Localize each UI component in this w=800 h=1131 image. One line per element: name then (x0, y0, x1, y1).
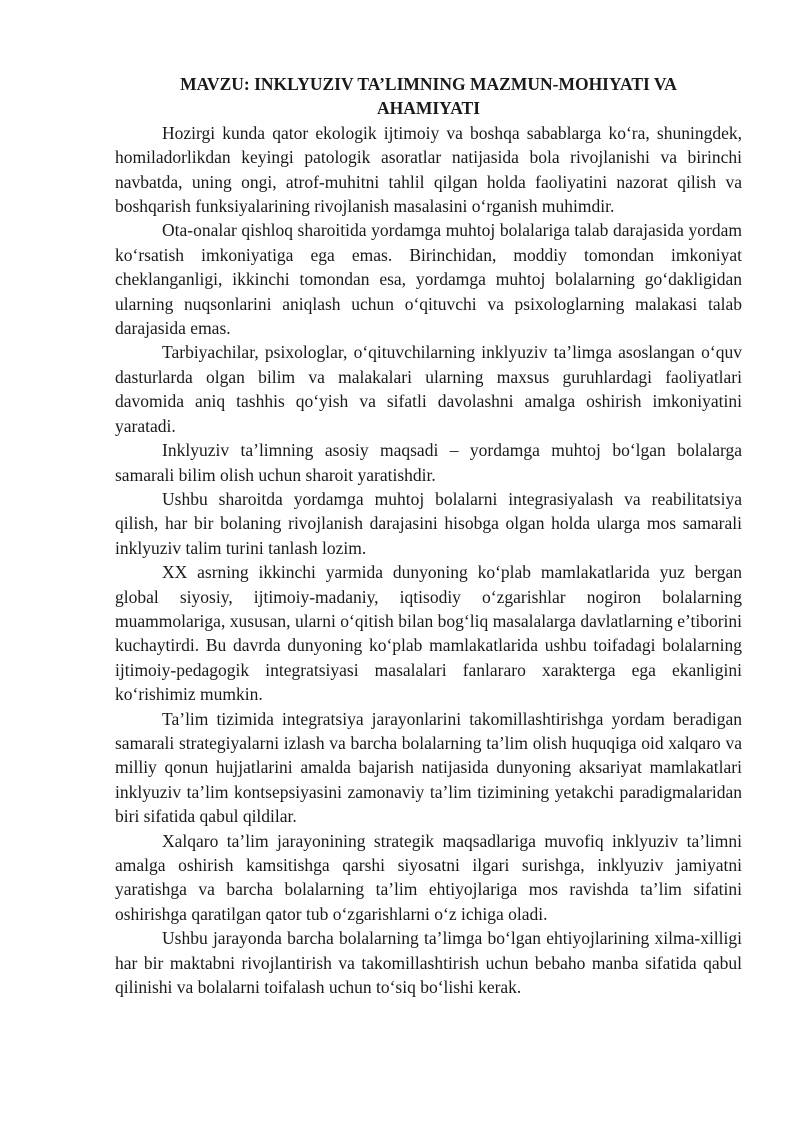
paragraph-5: Ushbu sharoitda yordamga muhtoj bolalarni integrasiyalash va reabilitatsiya qilish, har bir bolaning rivojlanish darajasini hisobga olgan holda ularga mos samarali inklyuziv talim turini tanlash lozim. (115, 488, 742, 558)
document-title (115, 72, 742, 121)
paragraph-9: Ushbu jarayonda barcha bolalarning ta’limga bo‘lgan ehtiyojlarining xilma-xilligi har bir maktabni rivojlantirish va takomillashtirish uchun bebaho manba sifatida qabul qilinishi va bolalarni toifalash uchun to‘siq bo‘lishi kerak. (115, 928, 742, 998)
paragraph-7: Ta’lim tizimida integratsiya jarayonlarini takomillashtirishga yordam beradigan samarali strategiyalarni izlash va barcha bolalarning ta’lim olish huquqiga oid xalqaro va milliy qonun hujjatlarini amalda bajarish natijasida dunyoning aksariyat mamlakatlari inklyuziv ta’lim kontsepsiyasini zamonaviy ta’lim tizimining yetakchi paradigmalaridan biri sifatida qabul qildilar. (115, 708, 742, 827)
paragraph-1: Hozirgi kunda qator ekologik ijtimoiy va boshqa sabablarga ko‘ra, shuningdek, homiladorlikdan keyingi patologik asoratlar natijasida bola rivojlanishi va birinchi navbatda, uning ongi, atrof-muhitni tahlil qilgan holda faoliyatini nazorat qilish va boshqarish funksiyalarining rivojlanish masalasini o‘rganish muhimdir. (115, 122, 742, 217)
title-line-1: MAVZU: INKLYUZIV TA’LIMNING MAZMUN-MOHIYATI VA (180, 74, 677, 94)
paragraph-6: XX asrning ikkinchi yarmida dunyoning ko‘plab mamlakatlarida yuz bergan global siyosiy, ijtimoiy-madaniy, iqtisodiy o‘zgarishlar nogiron bolalarning muammolariga, xususan, ularni o‘qitish bilan bog‘liq masalalarga davlatlarning e’tiborini kuchaytirdi. Bu davrda dunyoning ko‘plab mamlakatlarida ushbu toifadagi bolalarning ijtimoiy-pedagogik integratsiyasi masalalari fanlararo xarakterga ega ekanligini ko‘rishimiz mumkin. (115, 562, 742, 705)
paragraph-4: Inklyuziv ta’limning asosiy maqsadi – yordamga muhtoj bo‘lgan bolalarga samarali bilim olish uchun sharoit yaratishdir. (115, 440, 742, 485)
paragraph-8: Xalqaro ta’lim jarayonining strategik maqsadlariga muvofiq inklyuziv ta’limni amalga oshirish kamsitishga qarshi siyosatni ilgari surishga, inklyuziv jamiyatni yaratishga va barcha bolalarning ta’lim ehtiyojlariga mos ravishda ta’lim sifatini oshirishga qaratilgan qator tub o‘zgarishlarni o‘z ichiga oladi. (115, 830, 742, 924)
paragraph-3: Tarbiyachilar, psixologlar, o‘qituvchilarning inklyuziv ta’limga asoslangan o‘quv dasturlarda olgan bilim va malakalari ularning maxsus guruhlardagi faoliyatlari davomida aniq tashhis qo‘yish va sifatli davolashni amalga oshirish imkoniyatini yaratadi. (115, 342, 742, 436)
paragraph-2: Ota-onalar qishloq sharoitida yordamga muhtoj bolalariga talab darajasida yordam ko‘rsatish imkoniyatiga ega emas. Birinchidan, moddiy tomondan imkoniyat cheklanganligi, ikkinchi tomondan esa, yordamga muhtoj bolalarning go‘dakligidan ularning nuqsonlarini aniqlash uchun o‘qituvchi va psixologlarning malakasi talab darajasida emas. (115, 220, 742, 339)
title-line-2: AHAMIYATI (376, 98, 481, 119)
